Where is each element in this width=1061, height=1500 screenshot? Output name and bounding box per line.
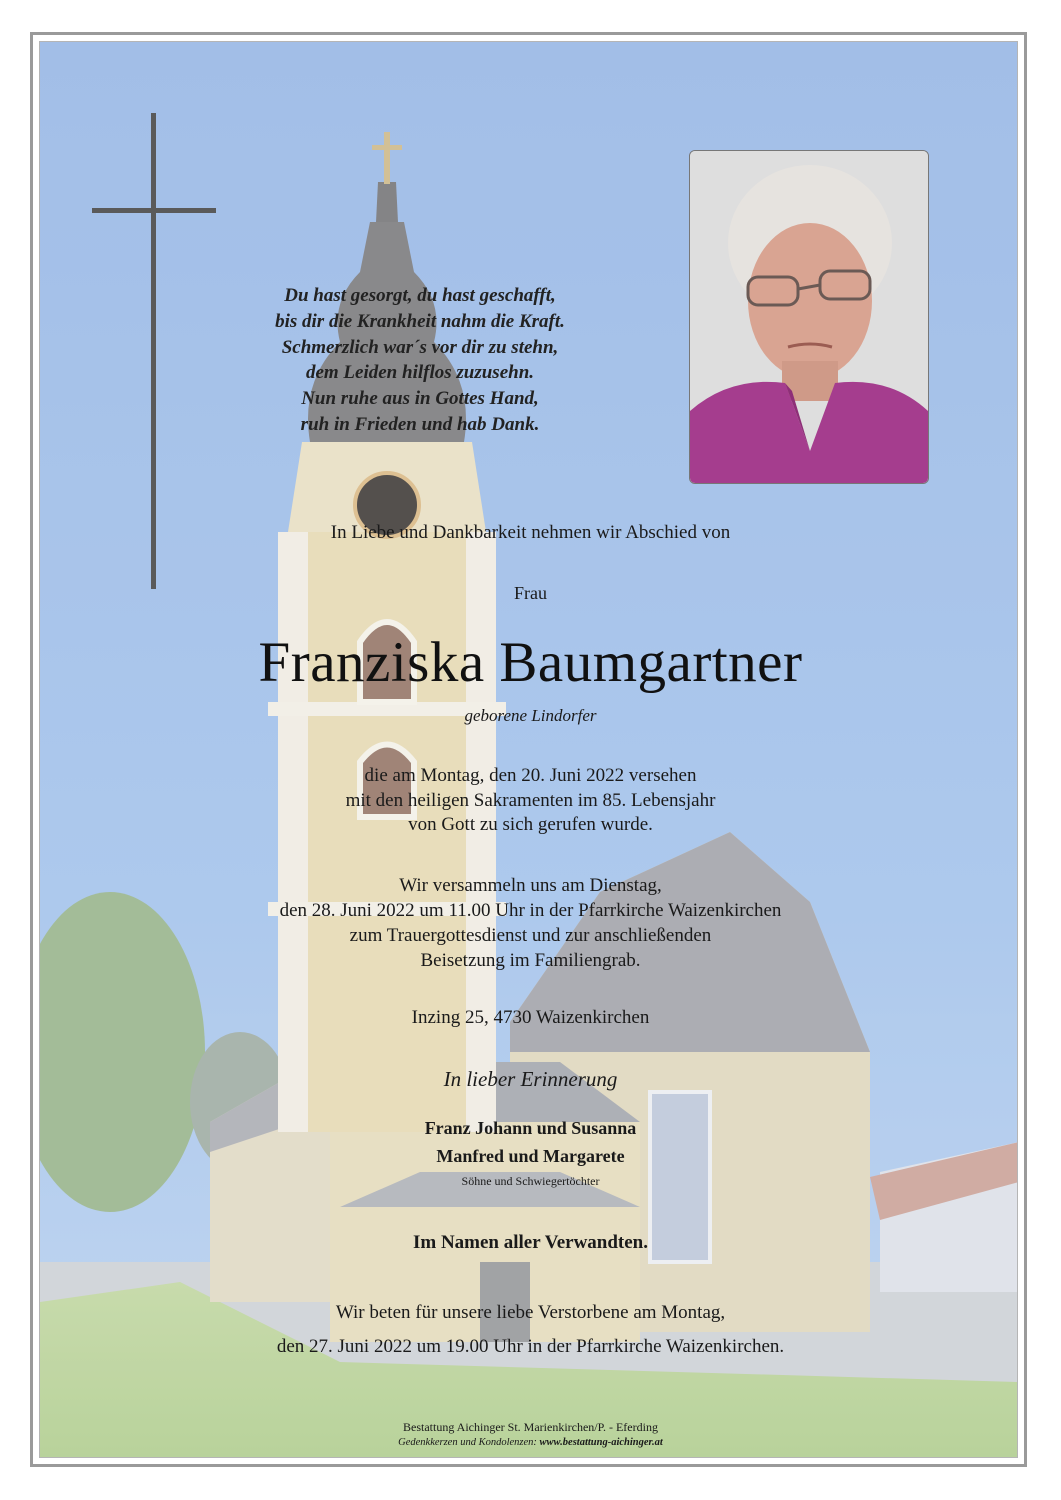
funeral-line: den 28. Juni 2022 um 11.00 Uhr in der Pfarrkirche Waizenkirchen (279, 900, 782, 921)
poem-line: Nun ruhe aus in Gottes Hand, (301, 388, 539, 410)
prayer-line-2: den 27. Juni 2022 um 19.00 Uhr in der Pfarrkirche Waizenkirchen. (276, 1336, 785, 1357)
funeral-notice (0, 873, 1061, 973)
family-relation: Söhne und Schwiegertöchter (461, 1174, 600, 1188)
death-notice-line: mit den heiligen Sakramenten im 85. Lebensjahr (345, 789, 716, 811)
footer-company: Bestattung Aichinger St. Marienkirchen/P. - Eferding (403, 1420, 658, 1434)
poem (160, 283, 680, 438)
deceased-name: Franziska Baumgartner (258, 631, 803, 694)
poem-line: Schmerzlich war´s vor dir zu stehn, (281, 336, 559, 358)
poem-line: dem Leiden hilflos zuzusehn. (305, 362, 535, 384)
footer-website-link[interactable]: www.bestattung-aichinger.at (539, 1437, 663, 1448)
death-notice (0, 764, 1061, 838)
poem-line: bis dir die Krankheit nahm die Kraft. (275, 310, 565, 332)
prayer-line-1: Wir beten für unsere liebe Verstorbene am Montag, (335, 1302, 726, 1323)
relatives-line: Im Namen aller Verwandten. (412, 1232, 649, 1253)
salutation: Frau (514, 583, 547, 603)
death-notice-line: die am Montag, den 20. Juni 2022 versehen (364, 765, 697, 786)
cross-icon-bar (92, 208, 216, 213)
memory-heading: In lieber Erinnerung (443, 1067, 618, 1091)
funeral-line: Beisetzung im Familiengrab. (420, 950, 641, 971)
poem-line: Du hast gesorgt, du hast geschafft, (284, 285, 556, 306)
cross-icon (151, 113, 156, 589)
birth-name: geborene Lindorfer (464, 706, 597, 725)
poem-line: ruh in Frieden und hab Dank. (300, 413, 540, 435)
portrait-photo (689, 150, 929, 484)
family-line-2: Manfred und Margarete (436, 1146, 625, 1166)
funeral-line: Wir versammeln uns am Dienstag, (399, 875, 662, 896)
footer-condolences-label: Gedenkkerzen und Kondolenzen: (398, 1437, 537, 1448)
intro-text: In Liebe und Dankbarkeit nehmen wir Abschied von (330, 522, 731, 543)
death-notice-line: von Gott zu sich gerufen wurde. (408, 814, 653, 835)
funeral-line: zum Trauergottesdienst und zur anschließenden (349, 925, 712, 946)
footer-condolences (0, 1437, 1061, 1448)
family-line-1: Franz Johann und Susanna (424, 1118, 637, 1138)
address: Inzing 25, 4730 Waizenkirchen (411, 1007, 650, 1028)
